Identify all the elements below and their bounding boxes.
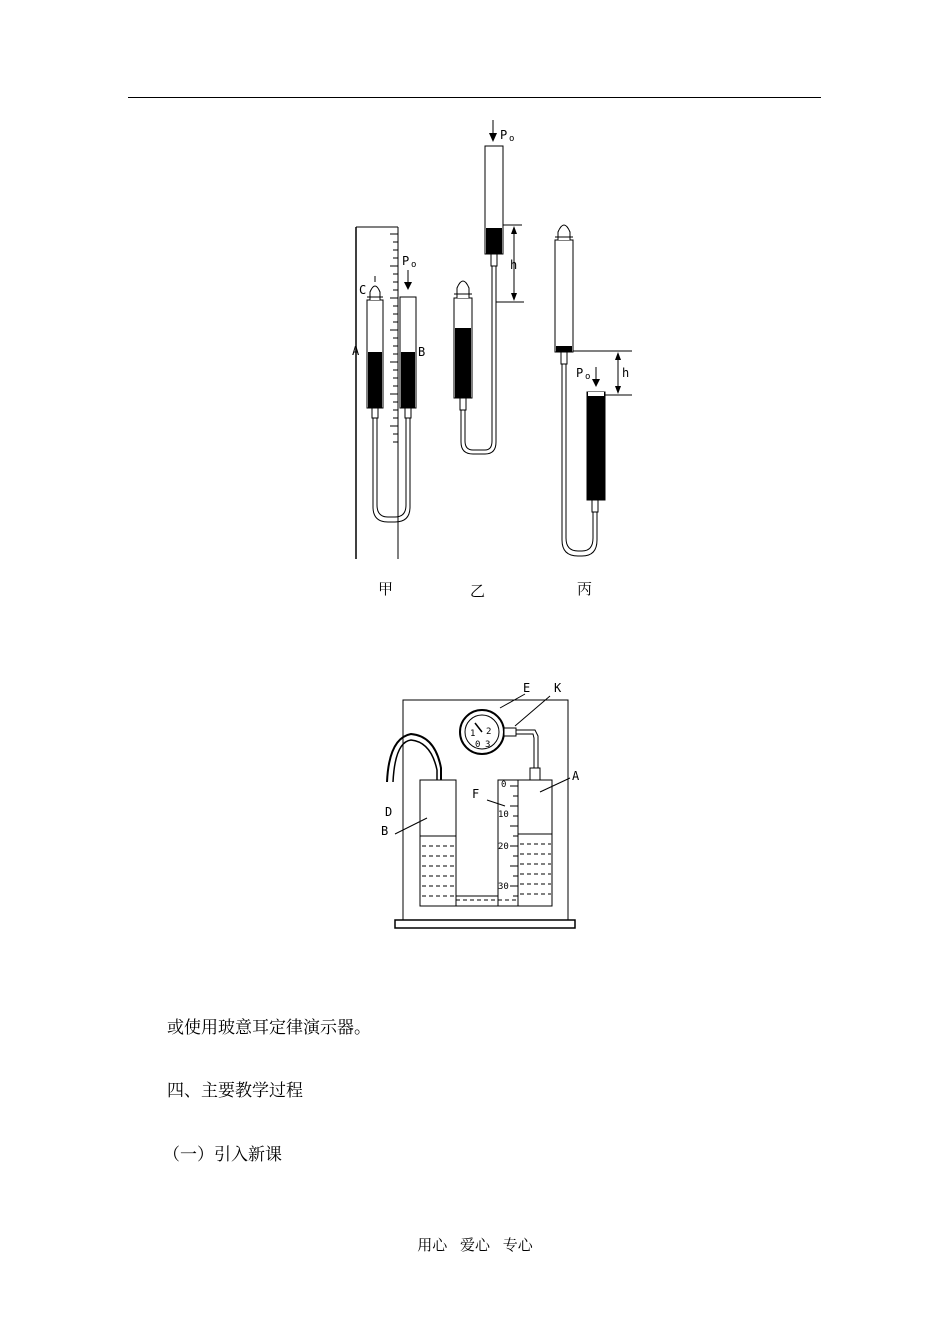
figure-boyle-demonstrator bbox=[375, 676, 580, 934]
label-h: h bbox=[510, 258, 518, 272]
label-f: F bbox=[472, 787, 480, 801]
label-o: o bbox=[509, 134, 515, 144]
label-p: P bbox=[402, 254, 410, 268]
label-a: A bbox=[572, 769, 580, 783]
label-p: P bbox=[576, 366, 584, 380]
label-o: o bbox=[411, 260, 417, 270]
section-heading: 四、主要教学过程 bbox=[167, 1081, 303, 1101]
header-rule bbox=[128, 97, 821, 98]
label-e: E bbox=[523, 681, 531, 695]
label-a: A bbox=[352, 344, 360, 358]
label-h: h bbox=[622, 366, 630, 380]
gauge-num: 0 bbox=[475, 740, 481, 750]
footer-word: 爱心 bbox=[459, 1236, 490, 1254]
caption-yi: 乙 bbox=[470, 582, 486, 600]
scale-num: 20 bbox=[498, 842, 509, 852]
caption-bing: 丙 bbox=[577, 580, 593, 598]
caption-jia: 甲 bbox=[378, 580, 394, 598]
gauge-num: 1 bbox=[470, 729, 476, 739]
label-c: C bbox=[359, 283, 367, 297]
apparatus-bing bbox=[555, 225, 632, 598]
scale-num: 0 bbox=[501, 780, 507, 790]
footer-word: 专心 bbox=[502, 1236, 533, 1254]
scale-num: 30 bbox=[498, 882, 509, 892]
gauge-num: 2 bbox=[486, 727, 492, 737]
page-footer bbox=[0, 1234, 950, 1255]
apparatus-yi bbox=[454, 120, 524, 600]
label-d: D bbox=[385, 805, 393, 819]
label-p: P bbox=[500, 128, 508, 142]
label-k: K bbox=[554, 681, 562, 695]
footer-word: 用心 bbox=[417, 1236, 448, 1254]
label-b: B bbox=[418, 345, 426, 359]
gauge-num: 3 bbox=[485, 740, 491, 750]
apparatus-jia bbox=[352, 227, 425, 598]
scale-num: 10 bbox=[498, 810, 509, 820]
label-o: o bbox=[585, 372, 591, 382]
subsection-heading: （一）引入新课 bbox=[163, 1145, 282, 1165]
figure-boyle-tubes bbox=[330, 112, 650, 607]
label-b: B bbox=[381, 824, 389, 838]
text-line-demonstrator: 或使用玻意耳定律演示器。 bbox=[167, 1018, 371, 1038]
